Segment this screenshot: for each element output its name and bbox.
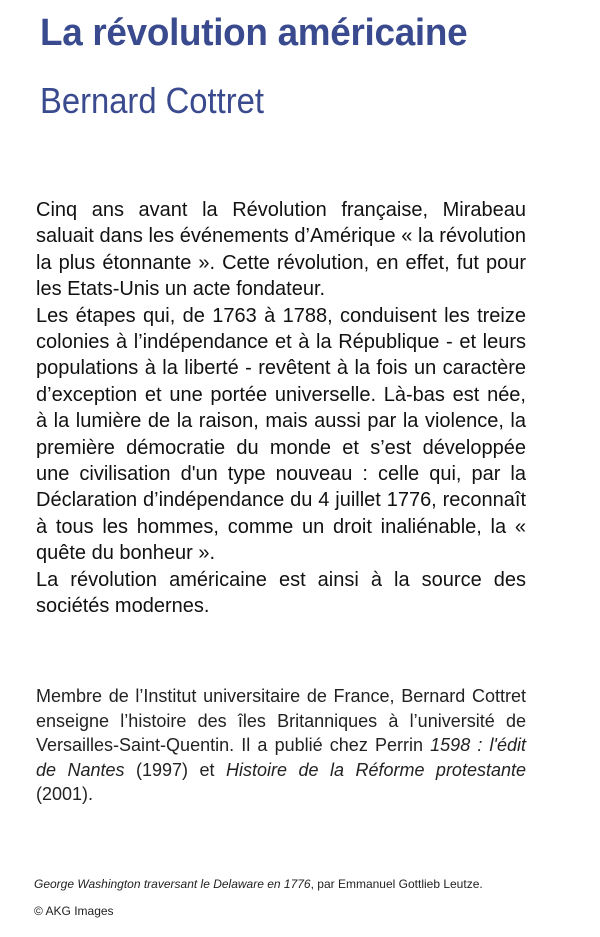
image-credit: © AKG Images [34, 904, 114, 918]
bio-text: (1997) et [124, 759, 226, 780]
book-title: La révolution américaine [40, 12, 468, 54]
bio-book-title: Histoire de la Réforme protestante [225, 759, 526, 780]
summary-paragraph: Les étapes qui, de 1763 à 1788, conduisent les treize colonies à l’indépendance et à la République - et leurs populations à la liberté - revêtent à la fois un caractère d’exception et une portée universelle. Là-bas est née, à la lumière de la raison, mais aussi par la violence, la première démocratie du monde et s’est développée une civilisation d'un type nouveau : celle qui, par la Déclaration d’indépendance du 4 juillet 1776, reconnaît à tous les hommes, comme un droit inaliénable, la « quête du bonheur ». [36, 304, 526, 565]
bio-text: (2001). [36, 784, 94, 804]
bio-text: Membre de l’Institut universitaire de France, Bernard Cottret enseigne l’histoire des îles Britanniques à l’université de Versailles-Saint-Quentin. Il a publié chez Perrin [36, 686, 526, 755]
book-summary [36, 197, 526, 620]
cover-caption [34, 877, 483, 891]
book-author: Bernard Cottret [40, 80, 264, 121]
author-bio [36, 684, 526, 807]
caption-text: , par Emmanuel Gottlieb Leutze. [310, 877, 483, 891]
author-bio-paragraph [36, 684, 526, 807]
caption-artwork-title: George Washington traversant le Delaware en 1776 [34, 877, 311, 891]
summary-paragraph: Cinq ans avant la Révolution française, Mirabeau saluait dans les événements d’Amérique « la révolution la plus étonnante ». Cette révolution, en effet, fut pour les Etats-Unis un acte fondateur. [36, 199, 526, 301]
bio-book-title: 1598 : l'édit de Nantes [36, 735, 526, 780]
summary-paragraph: La révolution américaine est ainsi à la source des sociétés modernes. [36, 568, 526, 618]
